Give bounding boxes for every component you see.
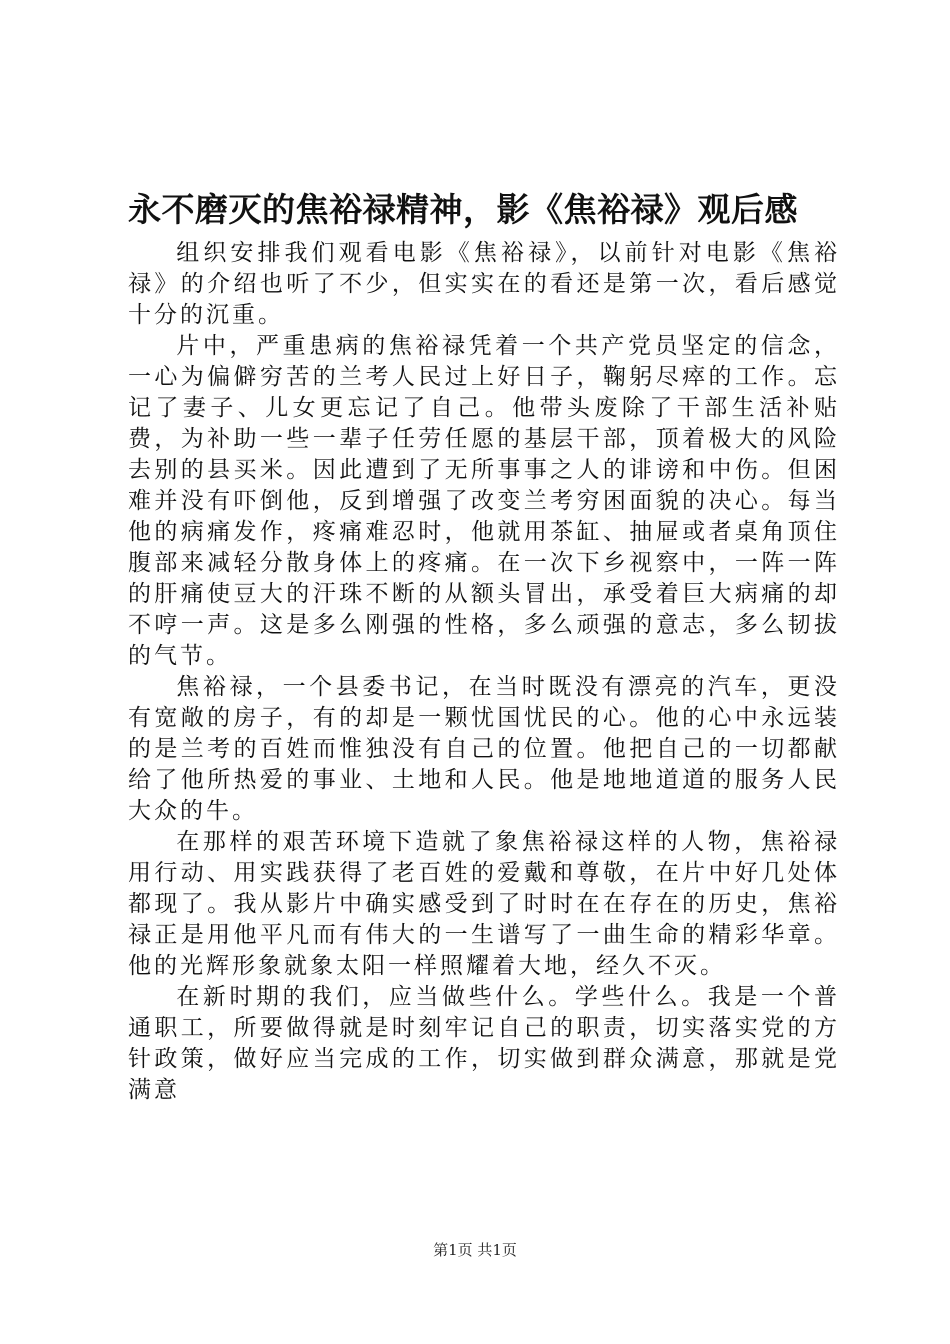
- paragraph-2: 片中，严重患病的焦裕禄凭着一个共产党员坚定的信念，一心为偏僻穷苦的兰考人民过上好日子，鞠躬尽瘁的工作。忘记了妻子、儿女更忘记了自己。他带头废除了干部生活补贴费，为补助一些一辈子任劳任愿的基层干部，顶着极大的风险去别的县买米。因此遭到了无所事事之人的诽谤和中伤。但困难并没有吓倒他，反到增强了改变兰考穷困面貌的决心。每当他的病痛发作，疼痛难忍时，他就用茶缸、抽屉或者桌角顶住腹部来减轻分散身体上的疼痛。在一次下乡视察中，一阵一阵的肝痛使豆大的汗珠不断的从额头冒出，承受着巨大病痛的却不哼一声。这是多么刚强的性格，多么顽强的意志，多么韧拔的气节。: [128, 333, 840, 669]
- document-body: [128, 238, 840, 1106]
- paragraph-4: 在那样的艰苦环境下造就了象焦裕禄这样的人物，焦裕禄用行动、用实践获得了老百姓的爱戴和尊敬，在片中好几处体都现了。我从影片中确实感受到了时时在在存在的历史，焦裕禄正是用他平凡而有伟大的一生谱写了一曲生命的精彩华章。他的光辉形象就象太阳一样照耀着大地，经久不灭。: [128, 829, 840, 979]
- paragraph-3: 焦裕禄，一个县委书记，在当时既没有漂亮的汽车，更没有宽敞的房子，有的却是一颗忧国忧民的心。他的心中永远装的是兰考的百姓而惟独没有自己的位置。他把自己的一切都献给了他所热爱的事业、土地和人民。他是地地道道的服务人民大众的牛。: [128, 674, 840, 824]
- paragraph-1: 组织安排我们观看电影《焦裕禄》，以前针对电影《焦裕禄》的介绍也听了不少，但实实在的看还是第一次，看后感觉十分的沉重。: [128, 240, 840, 328]
- page-footer: 第1页 共1页: [433, 1241, 517, 1259]
- page-title: 永不磨灭的焦裕禄精神，影《焦裕禄》观后感: [128, 190, 798, 229]
- paragraph-5: 在新时期的我们，应当做些什么。学些什么。我是一个普通职工，所要做得就是时刻牢记自己的职责，切实落实党的方针政策，做好应当完成的工作，切实做到群众满意，那就是党满意: [128, 984, 840, 1103]
